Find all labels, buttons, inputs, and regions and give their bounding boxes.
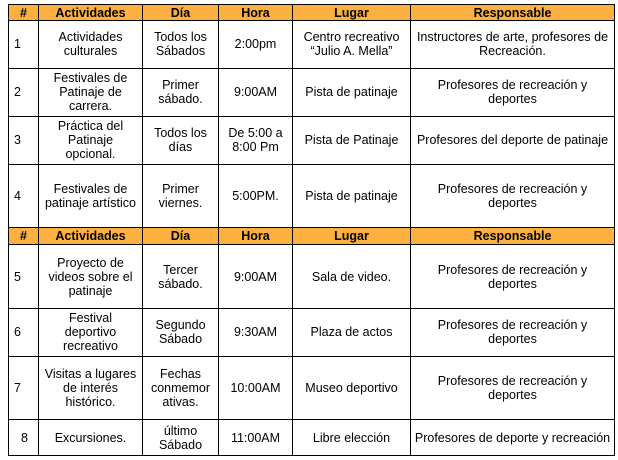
- row-num: 7: [9, 356, 39, 420]
- row-actividad: Visitas a lugares de interés histórico.: [39, 356, 143, 420]
- row-actividad: Proyecto de videos sobre el patinaje: [39, 244, 143, 309]
- row-hora: De 5:00 a 8:00 Pm: [219, 116, 293, 164]
- row-actividad: Excursiones.: [39, 420, 143, 456]
- row-actividad: Práctica del Patinaje opcional.: [39, 116, 143, 164]
- header-actividades: Actividades: [39, 228, 143, 244]
- row-actividad: Actividades culturales: [39, 21, 143, 68]
- header-dia: Día: [143, 228, 219, 244]
- row-responsable: Instructores de arte, profesores de Recreación.: [411, 21, 615, 68]
- table-row: [9, 21, 615, 68]
- row-num: 3: [9, 116, 39, 164]
- row-lugar: Pista de Patinaje: [293, 116, 411, 164]
- header-hora: Hora: [219, 228, 293, 244]
- row-lugar: Sala de video.: [293, 244, 411, 309]
- row-lugar: Libre elección: [293, 420, 411, 456]
- header-responsable: Responsable: [411, 5, 615, 21]
- row-dia: Todos los días: [143, 116, 219, 164]
- row-actividad: Festivales de patinaje artístico: [39, 164, 143, 228]
- row-num: 8: [9, 420, 39, 456]
- table-row: [9, 164, 615, 228]
- table-row: [9, 68, 615, 116]
- table-row: [9, 244, 615, 309]
- header-row: [9, 5, 615, 21]
- header-hora: Hora: [219, 5, 293, 21]
- header-row: [9, 228, 615, 244]
- header-lugar: Lugar: [293, 5, 411, 21]
- row-dia: Tercer sábado.: [143, 244, 219, 309]
- row-num: 2: [9, 68, 39, 116]
- row-dia: Fechas conmemor ativas.: [143, 356, 219, 420]
- table-row: [9, 116, 615, 164]
- row-num: 4: [9, 164, 39, 228]
- row-dia: último Sábado: [143, 420, 219, 456]
- header-lugar: Lugar: [293, 228, 411, 244]
- header-actividades: Actividades: [39, 5, 143, 21]
- header-num: #: [9, 5, 39, 21]
- row-actividad: Festivales de Patinaje de carrera.: [39, 68, 143, 116]
- row-lugar: Museo deportivo: [293, 356, 411, 420]
- row-lugar: Pista de patinaje: [293, 164, 411, 228]
- row-dia: Primer sábado.: [143, 68, 219, 116]
- row-hora: 5:00PM.: [219, 164, 293, 228]
- row-lugar: Centro recreativo “Julio A. Mella”: [293, 21, 411, 68]
- row-hora: 2:00pm: [219, 21, 293, 68]
- header-dia: Día: [143, 5, 219, 21]
- row-num: 1: [9, 21, 39, 68]
- row-dia: Primer viernes.: [143, 164, 219, 228]
- table-row: [9, 309, 615, 356]
- row-responsable: Profesores de recreación y deportes: [411, 309, 615, 356]
- row-hora: 9:00AM: [219, 244, 293, 309]
- header-responsable: Responsable: [411, 228, 615, 244]
- row-responsable: Profesores de recreación y deportes: [411, 164, 615, 228]
- table-row: [9, 420, 615, 456]
- row-responsable: Profesores de recreación y deportes: [411, 244, 615, 309]
- row-num: 6: [9, 309, 39, 356]
- row-dia: Segundo Sábado: [143, 309, 219, 356]
- header-num: #: [9, 228, 39, 244]
- row-dia: Todos los Sábados: [143, 21, 219, 68]
- row-hora: 9:00AM: [219, 68, 293, 116]
- row-num: 5: [9, 244, 39, 309]
- row-lugar: Pista de patinaje: [293, 68, 411, 116]
- table-row: [9, 356, 615, 420]
- row-hora: 9:30AM: [219, 309, 293, 356]
- row-hora: 10:00AM: [219, 356, 293, 420]
- row-responsable: Profesores del deporte de patinaje: [411, 116, 615, 164]
- row-actividad: Festival deportivo recreativo: [39, 309, 143, 356]
- row-responsable: Profesores de deporte y recreación: [411, 420, 615, 456]
- row-responsable: Profesores de recreación y deportes: [411, 68, 615, 116]
- row-lugar: Plaza de actos: [293, 309, 411, 356]
- schedule-table: [8, 4, 615, 456]
- row-responsable: Profesores de recreación y deportes: [411, 356, 615, 420]
- row-hora: 11:00AM: [219, 420, 293, 456]
